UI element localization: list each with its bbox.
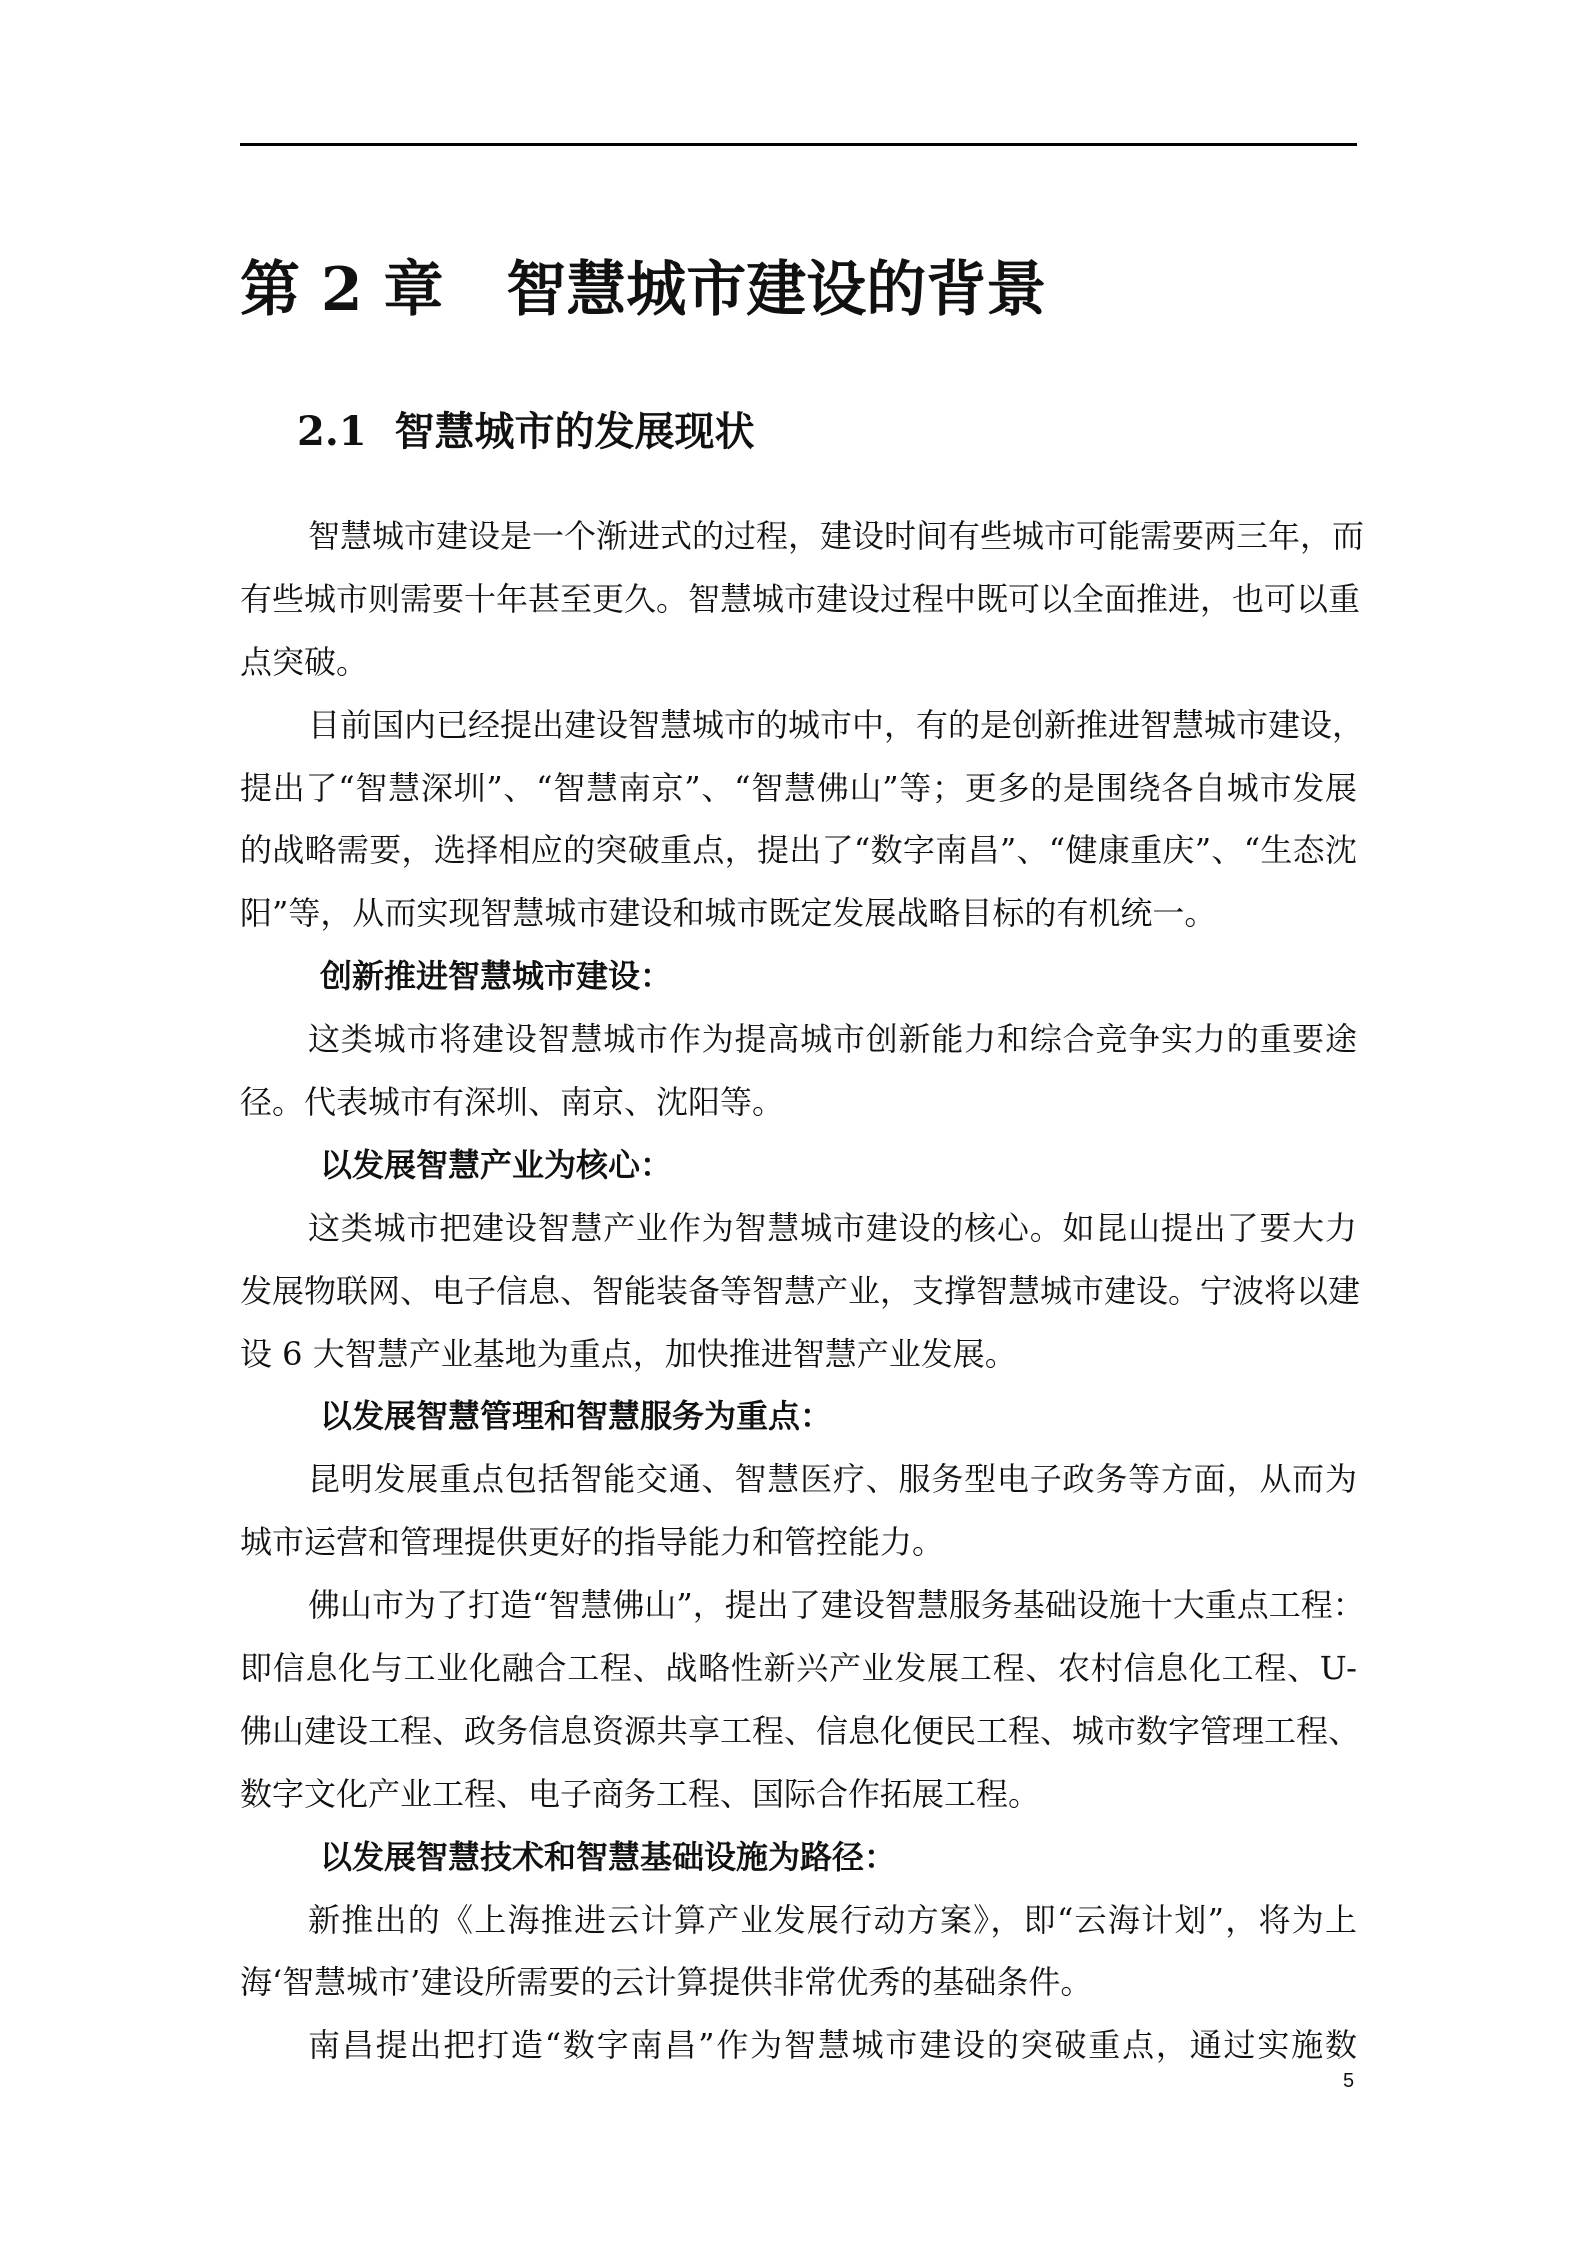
paragraph-line: 南昌提出把打造“数字南昌”作为智慧城市建设的突破重点，通过实施数: [308, 2026, 1357, 2065]
paragraph-line: 即信息化与工业化融合工程、战略性新兴产业发展工程、农村信息化工程、U-: [240, 1649, 1357, 1688]
paragraph-line: 提出了“智慧深圳”、“智慧南京”、“智慧佛山”等；更多的是围绕各自城市发展: [240, 768, 1357, 807]
paragraph-line: 智慧城市建设是一个渐进式的过程，建设时间有些城市可能需要两三年，而: [308, 517, 1365, 555]
paragraph-line: 数字文化产业工程、电子商务工程、国际合作拓展工程。: [240, 1774, 1041, 1813]
section-title: 2.1 智慧城市的发展现状: [297, 408, 755, 455]
paragraph-line: 佛山市为了打造“智慧佛山”，提出了建设智慧服务基础设施十大重点工程：: [308, 1586, 1365, 1625]
header-rule: [240, 143, 1357, 146]
paragraph-line: 这类城市把建设智慧产业作为智慧城市建设的核心。如昆山提出了要大力: [308, 1208, 1357, 1247]
paragraph-line: 有些城市则需要十年甚至更久。智慧城市建设过程中既可以全面推进，也可以重: [240, 579, 1361, 618]
paragraph-line: 设 6 大智慧产业基地为重点，加快推进智慧产业发展。: [240, 1334, 1017, 1373]
subheading: 以发展智慧技术和智慧基础设施为路径：: [320, 1837, 897, 1876]
paragraph-line: 的战略需要，选择相应的突破重点，提出了“数字南昌”、“健康重庆”、“生态沈: [240, 831, 1357, 870]
paragraph-line: 城市运营和管理提供更好的指导能力和管控能力。: [240, 1523, 945, 1562]
paragraph-line: 佛山建设工程、政务信息资源共享工程、信息化便民工程、城市数字管理工程、: [240, 1711, 1361, 1750]
page-number: 5: [1343, 2070, 1355, 2092]
paragraph-line: 目前国内已经提出建设智慧城市的城市中，有的是创新推进智慧城市建设，: [308, 705, 1365, 744]
paragraph-line: 昆明发展重点包括智能交通、智慧医疗、服务型电子政务等方面，从而为: [308, 1460, 1357, 1499]
paragraph-line: 发展物联网、电子信息、智能装备等智慧产业，支撑智慧城市建设。宁波将以建: [240, 1271, 1361, 1310]
paragraph-line: 点突破。: [240, 642, 369, 681]
subheading: 创新推进智慧城市建设：: [320, 957, 673, 996]
body-text: [240, 505, 1365, 2077]
chapter-title: 第 2 章 智慧城市建设的背景: [240, 255, 1047, 325]
subheading: 以发展智慧管理和智慧服务为重点：: [320, 1397, 833, 1436]
paragraph-line: 径。代表城市有深圳、南京、沈阳等。: [240, 1083, 785, 1122]
paragraph-line: 新推出的《上海推进云计算产业发展行动方案》，即“云海计划”，将为上: [308, 1900, 1357, 1939]
paragraph-line: 阳”等，从而实现智慧城市建设和城市既定发展战略目标的有机统一。: [240, 894, 1217, 933]
paragraph-line: 这类城市将建设智慧城市作为提高城市创新能力和综合竞争实力的重要途: [308, 1020, 1357, 1059]
paragraph-line: 海‘智慧城市’建设所需要的云计算提供非常优秀的基础条件。: [240, 1963, 1093, 2002]
subheading: 以发展智慧产业为核心：: [320, 1145, 673, 1184]
